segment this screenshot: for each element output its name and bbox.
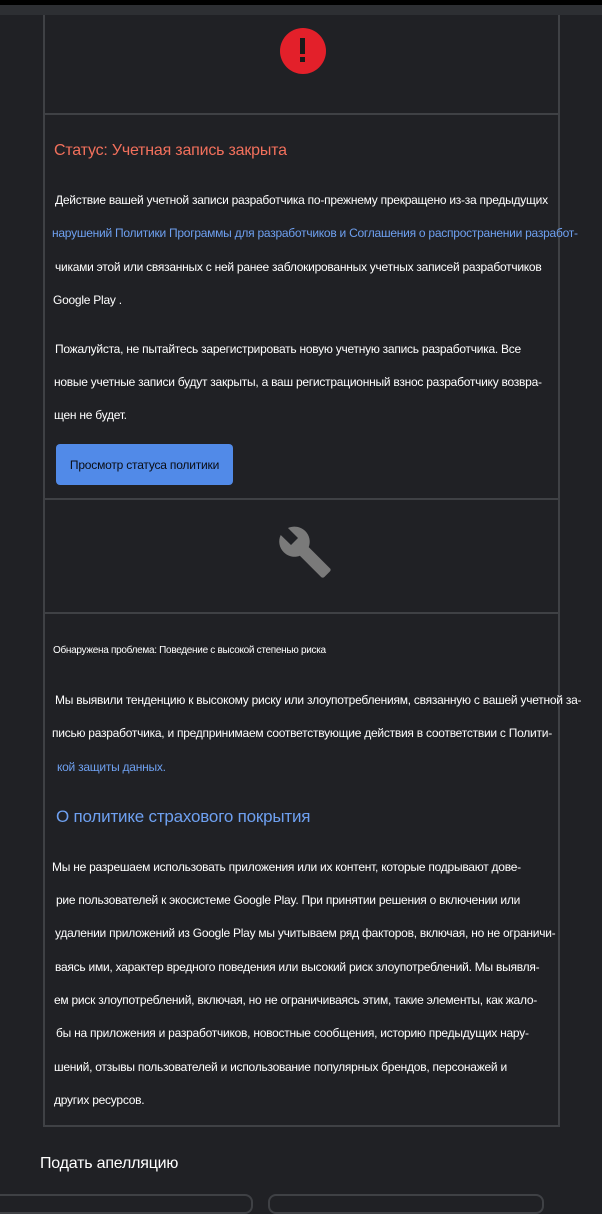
data-protection-policy-link[interactable]: кой защиты данных. [57,760,166,774]
account-status-panel [43,15,582,1127]
coverage-paragraph-line: Мы не разрешаем использовать приложения или их контент, которые подрывают дове- [52,860,521,874]
divider [45,612,558,614]
status-paragraph-line: щен не будет. [54,408,127,422]
coverage-paragraph-line: других ресурсов. [54,1093,145,1107]
developer-policy-link[interactable]: нарушений Политики Программы для разработчиков и Соглашения о распространении разработ- [52,226,578,240]
wrench-icon [277,524,333,580]
appeal-option-button-left[interactable] [0,1194,253,1214]
coverage-paragraph-line: рие пользователей к экосистеме Google Play. При принятии решения о включении или [56,893,521,907]
divider [45,498,558,500]
divider [45,113,558,115]
status-paragraph-line: Действие вашей учетной записи разработчика по-прежнему прекращено из-за предыдущих [55,193,548,207]
status-paragraph-line: Пожалуйста, не пытайтесь зарегистрировать новую учетную запись разработчика. Все [55,342,521,356]
coverage-paragraph-line: шений, отзывы пользователей и использование популярных брендов, персонажей и [54,1060,507,1074]
status-title: Статус: Учетная запись закрыта [54,142,287,159]
status-paragraph-line: новые учетные записи будут закрыты, а ваш регистрационный взнос разработчику возвра- [54,375,542,389]
view-policy-status-button[interactable]: Просмотр статуса политики [56,444,233,485]
issue-label: Обнаружена проблема: Поведение с высокой степенью риска [53,645,326,656]
status-paragraph-line: Google Play . [53,293,122,307]
issue-paragraph-line: Мы выявили тенденцию к высокому риску или злоупотреблениям, связанную с вашей учетной за- [55,693,582,707]
coverage-policy-title: О политике страхового покрытия [56,807,311,826]
status-paragraph-line: чиками этой или связанных с ней ранее заблокированных учетных записей разработчиков [55,260,542,274]
alert-exclamation-icon [280,28,326,74]
coverage-paragraph-line: ваясь ими, характер вредного поведения или высокий риск злоупотреблений. Мы выявля- [55,960,540,974]
coverage-paragraph-line: ем риск злоупотреблений, включая, но не ограничиваясь этим, такие элементы, как жало- [54,993,538,1007]
top-strip [0,5,602,15]
alert-icon-section [45,15,558,113]
appeal-option-button-right[interactable] [268,1194,544,1214]
appeal-section-title: Подать апелляцию [40,1155,179,1172]
coverage-paragraph-line: бы на приложения и разработчиков, новостные сообщения, историю предыдущих нару- [56,1026,529,1040]
issue-paragraph-line: писью разработчика, и предпринимаем соответствующие действия в соответствии с Полити- [52,726,552,740]
coverage-paragraph-line: удалении приложений из Google Play мы учитываем ряд факторов, включая, но не ограничи- [55,926,556,940]
